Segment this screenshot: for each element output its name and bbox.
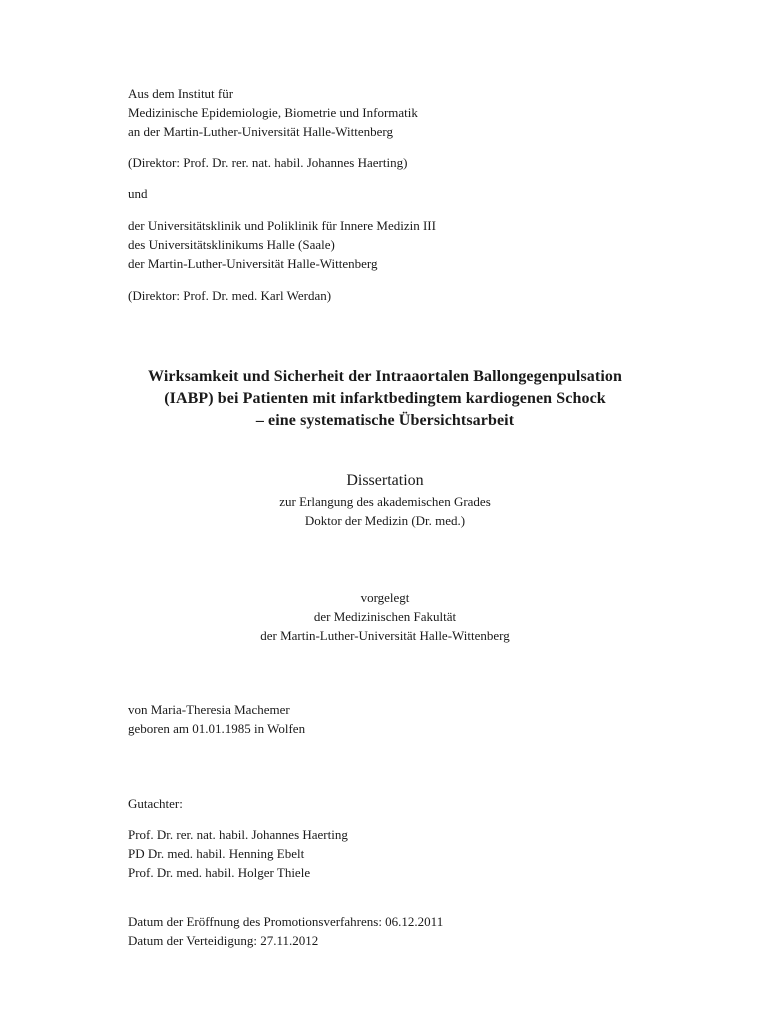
author-name: von Maria-Theresia Machemer <box>128 702 290 717</box>
defense-date: Datum der Verteidigung: 27.11.2012 <box>128 933 319 948</box>
institute-director: (Direktor: Prof. Dr. rer. nat. habil. Johannes Haerting) <box>128 155 408 170</box>
clinic-line: des Universitätsklinikums Halle (Saale) <box>128 237 335 252</box>
reviewer-name: Prof. Dr. rer. nat. habil. Johannes Haerting <box>128 827 348 842</box>
degree-block <box>0 492 770 530</box>
clinic-block <box>128 216 436 273</box>
author-birth: geboren am 01.01.1985 in Wolfen <box>128 721 306 736</box>
clinic-director: (Direktor: Prof. Dr. med. Karl Werdan) <box>128 288 332 303</box>
dates-block <box>128 912 443 950</box>
dissertation-title <box>0 366 770 432</box>
institute-line: Medizinische Epidemiologie, Biometrie und Informatik <box>128 105 418 120</box>
author-block <box>128 700 305 738</box>
institute-line: an der Martin-Luther-Universität Halle-Wittenberg <box>128 124 394 139</box>
submitted-block <box>0 588 770 645</box>
title-line: (IABP) bei Patienten mit infarktbedingtem kardiogenen Schock <box>164 390 606 407</box>
reviewer-name: PD Dr. med. habil. Henning Ebelt <box>128 846 305 861</box>
institute-block <box>128 84 418 141</box>
title-line: – eine systematische Übersichtsarbeit <box>255 412 515 429</box>
opening-date: Datum der Eröffnung des Promotionsverfahrens: 06.12.2011 <box>128 914 444 929</box>
dissertation-heading: Dissertation <box>346 472 424 489</box>
reviewer-name: Prof. Dr. med. habil. Holger Thiele <box>128 865 311 880</box>
reviewers-list <box>128 825 348 882</box>
degree-line: zur Erlangung des akademischen Grades <box>279 494 491 509</box>
title-line: Wirksamkeit und Sicherheit der Intraaortalen Ballongegenpulsation <box>148 368 622 385</box>
submitted-line: der Medizinischen Fakultät <box>313 609 457 624</box>
clinic-line: der Universitätsklinik und Poliklinik für Innere Medizin III <box>128 218 436 233</box>
degree-line: Doktor der Medizin (Dr. med.) <box>304 513 466 528</box>
submitted-line: vorgelegt <box>360 590 410 605</box>
clinic-line: der Martin-Luther-Universität Halle-Wittenberg <box>128 256 378 271</box>
reviewers-heading: Gutachter: <box>128 796 183 811</box>
institute-line: Aus dem Institut für <box>128 86 234 101</box>
submitted-line: der Martin-Luther-Universität Halle-Wittenberg <box>260 628 510 643</box>
conjunction-und: und <box>128 186 148 201</box>
